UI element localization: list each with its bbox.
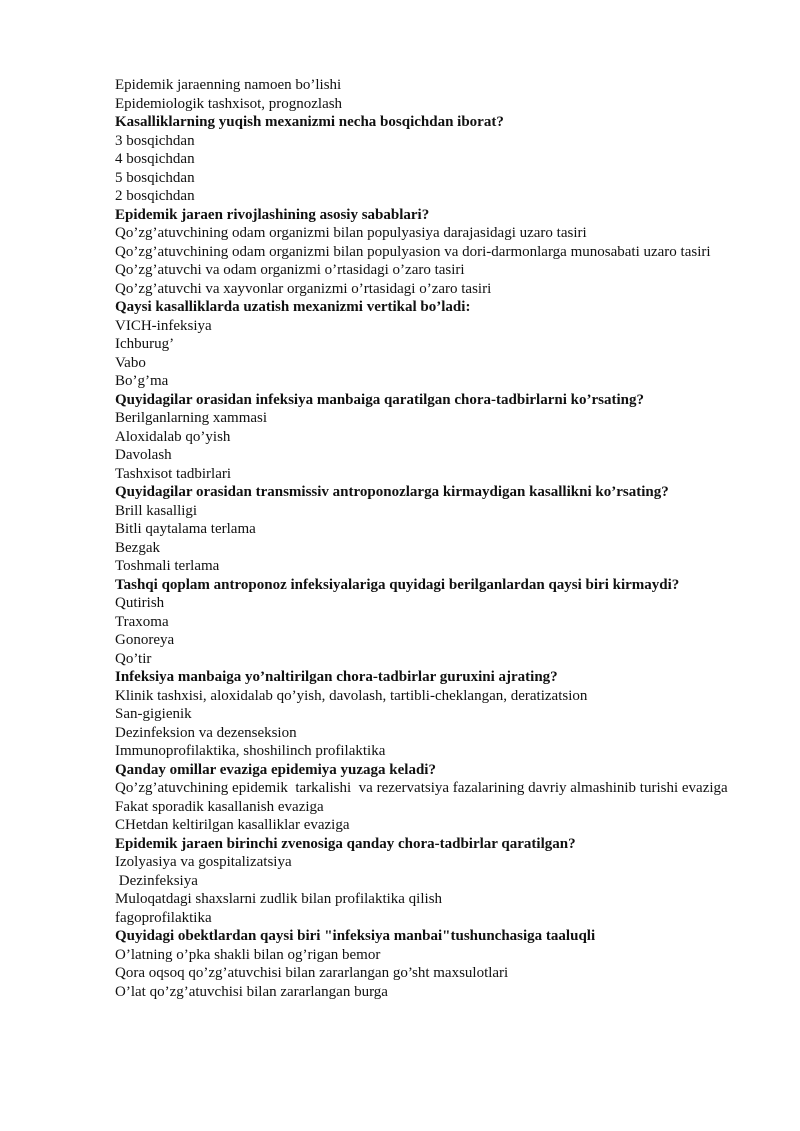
answer-option: VICH-infeksiya <box>115 317 212 334</box>
question-text: Quyidagilar orasidan infeksiya manbaiga qaratilgan chora-tadbirlarni ko’rsating? <box>115 391 644 408</box>
answer-option: CHetdan keltirilgan kasalliklar evaziga <box>115 817 350 833</box>
answer-option: Qutirish <box>115 595 165 611</box>
question-text: Qaysi kasalliklarda uzatish mexanizmi vertikal bo’ladi: <box>115 299 471 315</box>
answer-option: Berilganlarning xammasi <box>115 410 268 426</box>
answer-option: Toshmali terlama <box>115 558 220 574</box>
question-text: Epidemik jaraen birinchi zvenosiga qanday chora-tadbirlar qaratilgan? <box>115 835 576 852</box>
answer-option: Dezinfeksion va dezenseksion <box>115 724 297 741</box>
answer-option: Qo’zg’atuvchi va xayvonlar organizmi o’rtasidagi o’zaro tasiri <box>115 280 492 297</box>
answer-option: Aloxidalab qo’yish <box>115 428 231 445</box>
answer-option: San-gigienik <box>115 706 192 722</box>
answer-option: Traxoma <box>115 613 169 630</box>
answer-option: Epidemiologik tashxisot, prognozlash <box>115 95 343 112</box>
answer-option: Bo’g’ma <box>115 373 169 389</box>
answer-option: O’latning o’pka shakli bilan og’rigan bemor <box>115 946 381 963</box>
answer-option: Qora oqsoq qo’zg’atuvchisi bilan zararlangan go’sht maxsulotlari <box>115 965 509 981</box>
answer-option: Qo’zg’atuvchining odam organizmi bilan populyasion va dori-darmonlarga munosabati uzaro tasiri <box>115 243 711 260</box>
answer-option: O’lat qo’zg’atuvchisi bilan zararlangan burga <box>115 983 388 1000</box>
answer-option: Immunoprofilaktika, shoshilinch profilaktika <box>115 743 386 759</box>
answer-option: Qo’zg’atuvchining odam organizmi bilan populyasiya darajasidagi uzaro tasiri <box>115 225 587 241</box>
question-text: Epidemik jaraen rivojlashining asosiy sabablari? <box>115 206 430 223</box>
answer-option: Brill kasalligi <box>115 502 198 519</box>
answer-option: Davolash <box>115 447 172 463</box>
question-text: Quyidagi obektlardan qaysi biri "infeksiya manbai"tushunchasiga taaluqli <box>115 928 596 944</box>
question-text: Quyidagilar orasidan transmissiv antroponozlarga kirmaydigan kasallikni ko’rsating? <box>115 484 669 500</box>
answer-option: Bezgak <box>115 539 160 556</box>
answer-option: Epidemik jaraenning namoen bo’lishi <box>115 77 342 93</box>
answer-option: Vabo <box>115 354 146 371</box>
answer-option: Bitli qaytalama terlama <box>115 521 256 537</box>
answer-option: Qo’zg’atuvchining epidemik tarkalishi va rezervatsiya fazalarining davriy almashinib turishi evaziga <box>115 780 728 796</box>
answer-option: Klinik tashxisi, aloxidalab qo’yish, davolash, tartibli-cheklangan, deratizatsion <box>115 687 588 704</box>
question-text: Kasalliklarning yuqish mexanizmi necha bosqichdan iborat? <box>115 114 504 130</box>
answer-option: Dezinfeksiya <box>115 872 198 889</box>
answer-option: 5 bosqichdan <box>115 169 195 186</box>
answer-option: Muloqatdagi shaxslarni zudlik bilan profilaktika qilish <box>115 891 443 907</box>
question-text: Infeksiya manbaiga yo’naltirilgan chora-tadbirlar guruxini ajrating? <box>115 669 558 685</box>
question-text: Tashqi qoplam antroponoz infeksiyalariga quyidagi berilganlardan qaysi biri kirmaydi? <box>115 576 680 593</box>
answer-option: Qo’tir <box>115 650 152 667</box>
answer-option: Gonoreya <box>115 632 175 648</box>
answer-option: Tashxisot tadbirlari <box>115 465 232 482</box>
answer-option: fagoprofilaktika <box>115 909 212 926</box>
answer-option: Qo’zg’atuvchi va odam organizmi o’rtasidagi o’zaro tasiri <box>115 262 465 278</box>
answer-option: 3 bosqichdan <box>115 132 195 149</box>
document-page <box>115 76 740 1001</box>
answer-option: 2 bosqichdan <box>115 188 195 204</box>
answer-option: Ichburug’ <box>115 336 175 352</box>
answer-option: 4 bosqichdan <box>115 151 195 167</box>
question-text: Qanday omillar evaziga epidemiya yuzaga keladi? <box>115 761 436 778</box>
answer-option: Izolyasiya va gospitalizatsiya <box>115 854 292 870</box>
answer-option: Fakat sporadik kasallanish evaziga <box>115 798 324 815</box>
